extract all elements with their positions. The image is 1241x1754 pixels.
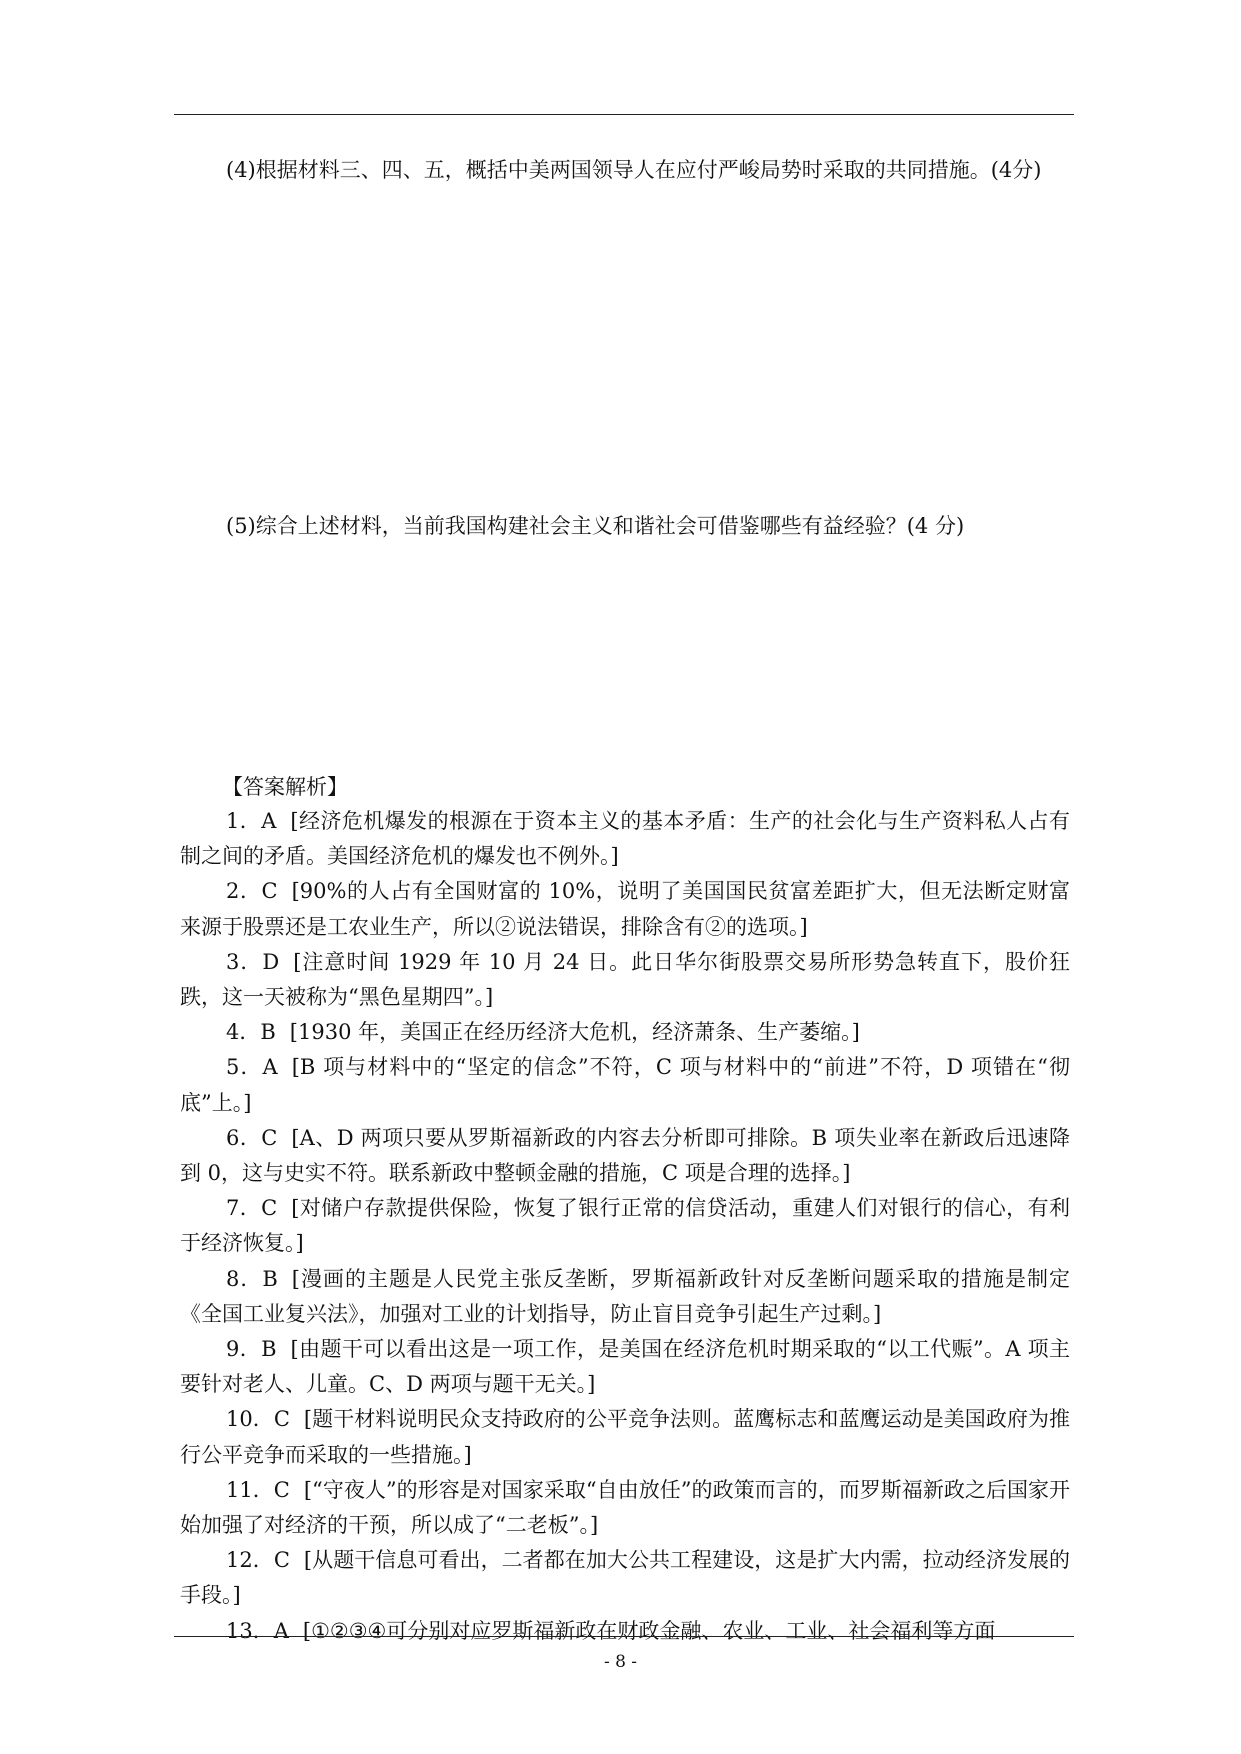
- answer-number: 7．C: [226, 1196, 278, 1221]
- answer-text: [A、D 两项只要从罗斯福新政的内容去分析即可排除。B 项失业率在新政后迅速降到 0，这与史实不符。联系新政中整顿金融的措施，C 项是合理的选择。]: [180, 1125, 1070, 1186]
- answer-item: [180, 1402, 1070, 1472]
- header-rule: [174, 114, 1074, 115]
- answer-item: [180, 945, 1070, 1015]
- answer-text: [由题干可以看出这是一项工作，是美国在经济危机时期采取的“以工代赈”。A 项主要针对老人、儿童。C、D 两项与题干无关。]: [180, 1337, 1070, 1397]
- answer-item: [180, 804, 1070, 874]
- answer-text: [对储户存款提供保险，恢复了银行正常的信贷活动，重建人们对银行的信心，有利于经济恢复。]: [180, 1196, 1070, 1256]
- answer-number: 13．A: [226, 1618, 289, 1643]
- answer-text: [注意时间 1929 年 10 月 24 日。此日华尔街股票交易所形势急转直下，股价狂跌，这一天被称为“黑色星期四”。]: [180, 949, 1070, 1010]
- answer-item: [180, 874, 1070, 944]
- answer-number: 6．C: [226, 1125, 278, 1150]
- page-number: - 8 -: [603, 1652, 638, 1672]
- answer-text: [1930 年，美国正在经历经济大危机，经济萧条、生产萎缩。]: [289, 1020, 860, 1045]
- answer-number: 9．B: [226, 1337, 277, 1362]
- answer-number: 11．C: [226, 1477, 290, 1502]
- answer-item: [180, 1543, 1070, 1613]
- answer-item: [180, 1332, 1070, 1402]
- answer-text: [从题干信息可看出，二者都在加大公共工程建设，这是扩大内需，拉动经济发展的手段。]: [180, 1548, 1070, 1608]
- answer-text: [经济危机爆发的根源在于资本主义的基本矛盾：生产的社会化与生产资料私人占有制之间的矛盾。美国经济危机的爆发也不例外。]: [180, 809, 1070, 869]
- answer-item: [180, 1262, 1070, 1332]
- question-4: (4)根据材料三、四、五，概括中美两国领导人在应付严峻局势时采取的共同措施。(4分): [226, 158, 1042, 182]
- answer-text: [漫画的主题是人民党主张反垄断，罗斯福新政针对反垄断问题采取的措施是制定《全国工业复兴法》，加强对工业的计划指导，防止盲目竞争引起生产过剩。]: [180, 1266, 1070, 1326]
- answer-text: [①②③④可分别对应罗斯福新政在财政金融、农业、工业、社会福利等方面: [302, 1618, 996, 1643]
- answer-number: 5．A: [226, 1055, 278, 1080]
- answer-number: 4．B: [226, 1020, 276, 1045]
- question-5: (5)综合上述材料，当前我国构建社会主义和谐社会可借鉴哪些有益经验？(4 分): [226, 514, 965, 538]
- answer-text: [题干材料说明民众支持政府的公平竞争法则。蓝鹰标志和蓝鹰运动是美国政府为推行公平竞争而采取的一些措施。]: [180, 1407, 1070, 1467]
- answer-item: [180, 1050, 1070, 1120]
- answer-list: [180, 804, 1070, 1649]
- answer-number: 1．A: [226, 809, 277, 833]
- answer-text: [B 项与材料中的“坚定的信念”不符，C 项与材料中的“前进”不符，D 项错在“彻底”上。]: [180, 1055, 1070, 1115]
- answer-item: [180, 1614, 1070, 1649]
- answer-item: [180, 1121, 1070, 1191]
- answer-item: [180, 1015, 1070, 1050]
- answer-number: 12．C: [226, 1548, 290, 1573]
- answer-number: 8．B: [226, 1266, 278, 1291]
- answer-item: [180, 1191, 1070, 1261]
- answer-section: [180, 770, 1070, 1649]
- answer-item: [180, 1473, 1070, 1543]
- answer-number: 10．C: [226, 1407, 290, 1432]
- answer-text: [90%的人占有全国财富的 10%，说明了美国国民贫富差距扩大，但无法断定财富来源于股票还是工农业生产，所以②说法错误，排除含有②的选项。]: [180, 879, 1070, 939]
- answer-text: [“守夜人”的形容是对国家采取“自由放任”的政策而言的，而罗斯福新政之后国家开始加强了对经济的干预，所以成了“二老板”。]: [180, 1477, 1071, 1538]
- answer-number: 3．D: [226, 949, 280, 974]
- answer-title: 【答案解析】: [222, 775, 348, 799]
- answer-number: 2．C: [226, 879, 278, 904]
- footer-rule: [174, 1636, 1074, 1637]
